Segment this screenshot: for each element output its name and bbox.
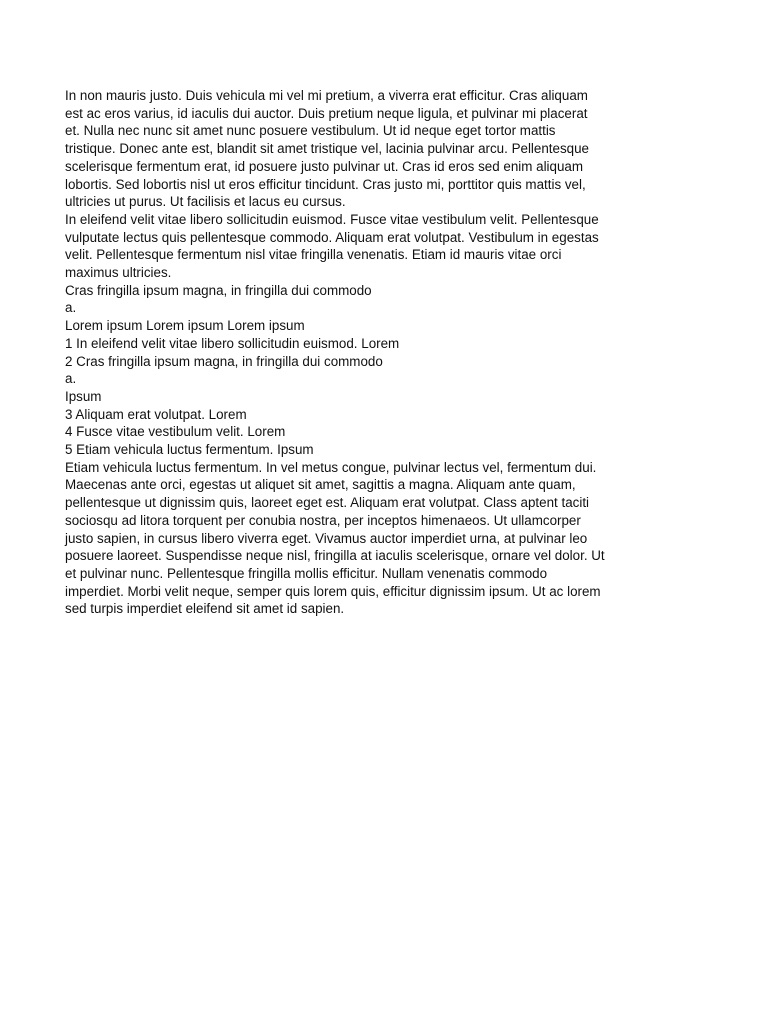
- text-line: tristique. Donec ante est, blandit sit amet tristique vel, lacinia pulvinar arcu. Pellentesque: [65, 141, 590, 157]
- text-line: sed turpis imperdiet eleifend sit amet id sapien.: [65, 601, 345, 617]
- text-line: maximus ultricies.: [65, 265, 172, 281]
- text-line: In non mauris justo. Duis vehicula mi vel mi pretium, a viverra erat efficitur. Cras aliquam: [65, 88, 588, 103]
- list-line: Cras fringilla ipsum magna, in fringilla dui commodo: [65, 282, 372, 298]
- paragraph-1: [65, 87, 643, 211]
- text-line: velit. Pellentesque fermentum nisl vitae fringilla venenatis. Etiam id mauris vitae orci: [65, 247, 562, 263]
- list-line: Ipsum: [65, 388, 102, 404]
- text-line: In eleifend velit vitae libero sollicitudin euismod. Fusce vitae vestibulum velit. Pellentesque: [65, 211, 599, 227]
- list-line: 4 Fusce vitae vestibulum velit. Lorem: [65, 424, 286, 440]
- list-block: [65, 282, 643, 459]
- text-line: posuere laoreet. Suspendisse neque nisl, fringilla at iaculis scelerisque, ornare vel dolor. Ut: [65, 548, 605, 564]
- text-line: scelerisque fermentum erat, id posuere justo pulvinar ut. Cras id eros sed enim aliquam: [65, 158, 584, 174]
- text-line: Maecenas ante orci, egestas ut aliquet sit amet, sagittis a magna. Aliquam ante quam,: [65, 477, 576, 493]
- text-line: justo sapien, in cursus libero viverra eget. Vivamus auctor imperdiet urna, at pulvinar leo: [65, 530, 588, 546]
- paragraph-2: [65, 211, 643, 282]
- text-line: vulputate lectus quis pellentesque commodo. Aliquam erat volutpat. Vestibulum in egestas: [65, 229, 599, 245]
- list-line: 5 Etiam vehicula luctus fermentum. Ipsum: [65, 442, 314, 458]
- text-line: lobortis. Sed lobortis nisl ut eros efficitur tincidunt. Cras justo mi, porttitor quis mattis vel,: [65, 176, 586, 192]
- paragraph-3: [65, 459, 643, 618]
- text-line: ultricies ut purus. Ut facilisis et lacus eu cursus.: [65, 194, 346, 210]
- text-line: est ac eros varius, id iaculis dui auctor. Duis pretium neque ligula, et pulvinar mi placerat: [65, 105, 588, 121]
- text-line: sociosqu ad litora torquent per conubia nostra, per inceptos himenaeos. Ut ullamcorper: [65, 512, 581, 528]
- list-line: 2 Cras fringilla ipsum magna, in fringilla dui commodo: [65, 353, 383, 369]
- text-line: et pulvinar nunc. Pellentesque fringilla mollis efficitur. Nullam venenatis commodo: [65, 565, 548, 581]
- list-line: Lorem ipsum Lorem ipsum Lorem ipsum: [65, 318, 305, 334]
- list-line: 3 Aliquam erat volutpat. Lorem: [65, 406, 247, 422]
- document-page: [65, 87, 643, 618]
- list-line: a.: [65, 300, 77, 316]
- list-line: a.: [65, 371, 77, 387]
- list-line: 1 In eleifend velit vitae libero sollicitudin euismod. Lorem: [65, 335, 400, 351]
- text-line: pellentesque ut dignissim quis, laoreet eget est. Aliquam erat volutpat. Class aptent taciti: [65, 495, 590, 511]
- text-line: et. Nulla nec nunc sit amet nunc posuere vestibulum. Ut id neque eget tortor mattis: [65, 123, 556, 139]
- text-line: imperdiet. Morbi velit neque, semper quis lorem quis, efficitur dignissim ipsum. Ut ac lorem: [65, 583, 601, 599]
- text-line: Etiam vehicula luctus fermentum. In vel metus congue, pulvinar lectus vel, fermentum dui.: [65, 459, 597, 475]
